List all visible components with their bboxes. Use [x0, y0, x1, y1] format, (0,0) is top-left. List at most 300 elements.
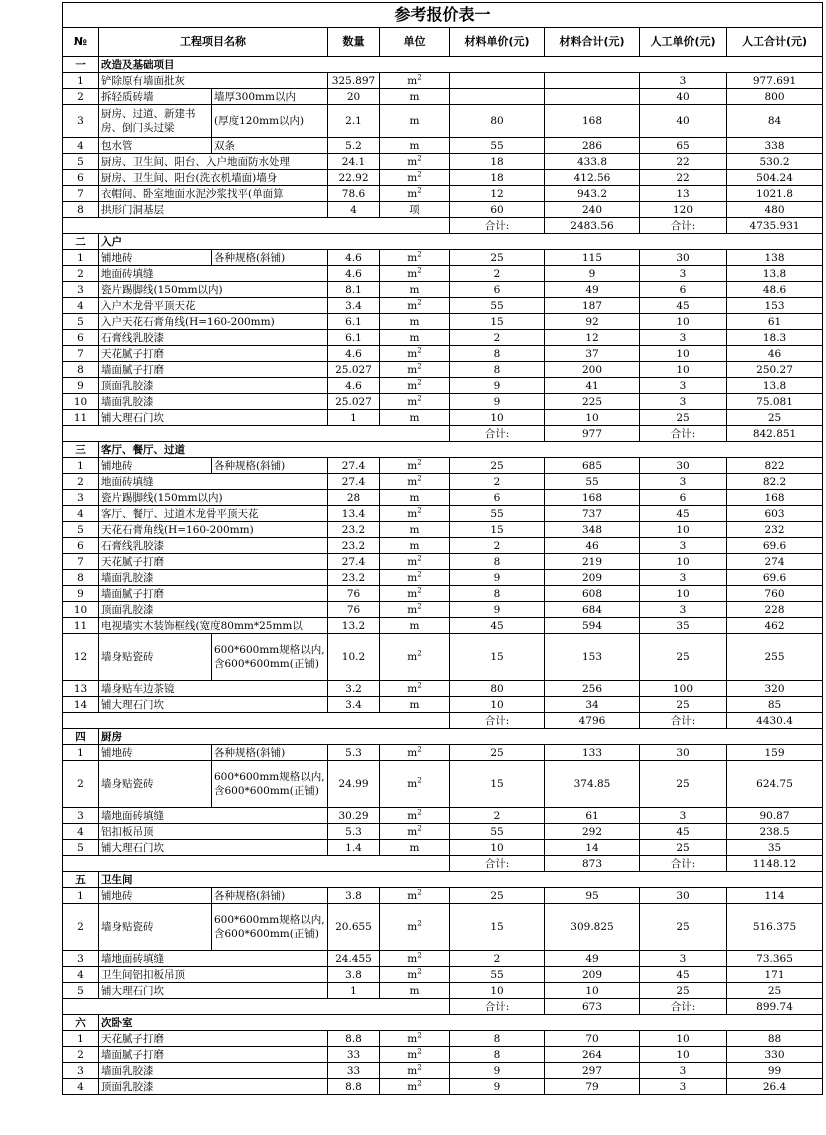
- table-row: [63, 105, 823, 138]
- labor-price: 25: [640, 840, 727, 856]
- material-total: 737: [545, 506, 640, 522]
- material-total: 153: [545, 634, 640, 681]
- item-name: 铺大理石门坎: [99, 410, 328, 426]
- labor-total: 159: [727, 745, 823, 761]
- unit-label: m: [407, 809, 418, 822]
- unit-superscript: 2: [417, 1047, 422, 1055]
- page-title: 参考报价表一: [63, 3, 823, 28]
- unit: [380, 410, 450, 426]
- labor-total: 760: [727, 586, 823, 602]
- table-row: [63, 410, 823, 426]
- row-number: 7: [63, 186, 99, 202]
- unit-label: m: [407, 682, 418, 695]
- subtotal-material: 673: [545, 999, 640, 1015]
- labor-price: 10: [640, 586, 727, 602]
- labor-price: 35: [640, 618, 727, 634]
- labor-total: 238.5: [727, 824, 823, 840]
- table-row: [63, 1063, 823, 1079]
- header-labor-price: 人工单价(元): [640, 28, 727, 57]
- material-price: 10: [450, 840, 545, 856]
- unit: [380, 89, 450, 105]
- unit-superscript: 2: [417, 649, 422, 658]
- unit-label: m: [407, 825, 418, 838]
- unit: [380, 554, 450, 570]
- item-name: 包水管: [99, 138, 212, 154]
- row-number: 2: [63, 266, 99, 282]
- unit-superscript: 2: [417, 824, 422, 832]
- material-price: 55: [450, 138, 545, 154]
- unit-label: m: [409, 523, 420, 536]
- unit-superscript: 2: [417, 951, 422, 959]
- section-number: 一: [63, 57, 99, 73]
- row-number: 12: [63, 634, 99, 681]
- item-name: 墙面腻子打磨: [99, 586, 328, 602]
- unit: [380, 186, 450, 202]
- quantity: 2.1: [328, 105, 380, 138]
- table-row: [63, 904, 823, 951]
- material-price: 8: [450, 586, 545, 602]
- unit-label: m: [409, 984, 420, 997]
- quantity: 33: [328, 1047, 380, 1063]
- unit: [380, 522, 450, 538]
- labor-total: 338: [727, 138, 823, 154]
- material-total: 79: [545, 1079, 640, 1095]
- labor-price: 45: [640, 506, 727, 522]
- labor-price: 30: [640, 458, 727, 474]
- unit-label: m: [407, 603, 418, 616]
- labor-total: 69.6: [727, 570, 823, 586]
- row-number: 1: [63, 888, 99, 904]
- unit-label: m: [409, 619, 420, 632]
- item-name: 天花腻子打磨: [99, 346, 328, 362]
- unit: [380, 378, 450, 394]
- unit-superscript: 2: [417, 250, 422, 258]
- table-row: [63, 346, 823, 362]
- material-total: 133: [545, 745, 640, 761]
- labor-total: 84: [727, 105, 823, 138]
- table-row: [63, 266, 823, 282]
- row-number: 7: [63, 346, 99, 362]
- material-price: 2: [450, 266, 545, 282]
- section-name: 改造及基础项目: [99, 57, 823, 73]
- table-row: [63, 458, 823, 474]
- labor-price: 10: [640, 554, 727, 570]
- unit: [380, 840, 450, 856]
- section-header: [63, 729, 823, 745]
- quantity: 13.4: [328, 506, 380, 522]
- unit: [380, 586, 450, 602]
- header-no: №: [63, 28, 99, 57]
- unit: [380, 888, 450, 904]
- subtotal-spacer: [63, 218, 450, 234]
- unit: [380, 904, 450, 951]
- table-row: [63, 282, 823, 298]
- item-name: 铝扣板吊顶: [99, 824, 328, 840]
- unit-superscript: 2: [417, 394, 422, 402]
- quantity: 24.455: [328, 951, 380, 967]
- table-row: [63, 1031, 823, 1047]
- unit: [380, 1031, 450, 1047]
- unit-label: m: [407, 1064, 418, 1077]
- labor-price: 30: [640, 250, 727, 266]
- unit: [380, 761, 450, 808]
- labor-price: 40: [640, 105, 727, 138]
- row-number: 6: [63, 330, 99, 346]
- quantity: 325.897: [328, 73, 380, 89]
- material-total: 168: [545, 490, 640, 506]
- material-price: 10: [450, 410, 545, 426]
- labor-price: 3: [640, 808, 727, 824]
- row-number: 1: [63, 458, 99, 474]
- item-name: 顶面乳胶漆: [99, 602, 328, 618]
- labor-price: 3: [640, 73, 727, 89]
- labor-total: 822: [727, 458, 823, 474]
- table-row: [63, 186, 823, 202]
- unit-label: m: [409, 331, 420, 344]
- subtotal-spacer: [63, 999, 450, 1015]
- material-price: 6: [450, 282, 545, 298]
- quantity: 78.6: [328, 186, 380, 202]
- material-total: 225: [545, 394, 640, 410]
- material-total: 49: [545, 282, 640, 298]
- row-number: 3: [63, 490, 99, 506]
- header-labor-total: 人工合计(元): [727, 28, 823, 57]
- unit-label: m: [407, 746, 418, 759]
- unit-label: m: [407, 475, 418, 488]
- quantity: 24.99: [328, 761, 380, 808]
- unit-superscript: 2: [417, 506, 422, 514]
- labor-price: 25: [640, 634, 727, 681]
- material-price: 9: [450, 378, 545, 394]
- material-price: 55: [450, 298, 545, 314]
- labor-price: 10: [640, 522, 727, 538]
- unit: [380, 298, 450, 314]
- quantity: 3.8: [328, 888, 380, 904]
- row-number: 11: [63, 618, 99, 634]
- subtotal-row: [63, 426, 823, 442]
- material-total: [545, 89, 640, 105]
- material-total: 594: [545, 618, 640, 634]
- labor-price: 3: [640, 266, 727, 282]
- material-total: 684: [545, 602, 640, 618]
- row-number: 2: [63, 474, 99, 490]
- subtotal-label: 合计:: [450, 218, 545, 234]
- subtotal-material: 977: [545, 426, 640, 442]
- row-number: 7: [63, 554, 99, 570]
- section-name: 卫生间: [99, 872, 823, 888]
- table-row: [63, 330, 823, 346]
- unit-superscript: 2: [417, 474, 422, 482]
- labor-total: 800: [727, 89, 823, 105]
- quantity: 23.2: [328, 522, 380, 538]
- labor-price: 22: [640, 154, 727, 170]
- material-price: 25: [450, 888, 545, 904]
- row-number: 8: [63, 202, 99, 218]
- material-total: 200: [545, 362, 640, 378]
- unit: [380, 105, 450, 138]
- unit: [380, 618, 450, 634]
- row-number: 10: [63, 602, 99, 618]
- item-name: 拆轻质砖墙: [99, 89, 212, 105]
- table-row: [63, 951, 823, 967]
- unit-superscript: 2: [417, 458, 422, 466]
- labor-price: 22: [640, 170, 727, 186]
- unit-label: m: [407, 889, 418, 902]
- labor-total: 48.6: [727, 282, 823, 298]
- unit-label: m: [409, 283, 420, 296]
- unit-label: m: [407, 363, 418, 376]
- row-number: 5: [63, 154, 99, 170]
- table-row: [63, 618, 823, 634]
- material-total: 608: [545, 586, 640, 602]
- table-row: [63, 538, 823, 554]
- labor-total: 977.691: [727, 73, 823, 89]
- material-total: 209: [545, 570, 640, 586]
- unit-superscript: 2: [417, 554, 422, 562]
- material-total: 10: [545, 983, 640, 999]
- labor-price: 30: [640, 745, 727, 761]
- section-header: [63, 1015, 823, 1031]
- header-material-total: 材料合计(元): [545, 28, 640, 57]
- labor-price: 10: [640, 362, 727, 378]
- item-name: 墙身贴瓷砖: [99, 634, 212, 681]
- item-name: 卫生间铝扣板吊顶: [99, 967, 328, 983]
- item-name: 铺大理石门坎: [99, 983, 328, 999]
- item-name: 墙面乳胶漆: [99, 570, 328, 586]
- row-number: 6: [63, 170, 99, 186]
- table-row: [63, 1047, 823, 1063]
- unit-label: m: [407, 507, 418, 520]
- material-total: 219: [545, 554, 640, 570]
- table-row: [63, 138, 823, 154]
- unit-label: m: [407, 251, 418, 264]
- material-price: 80: [450, 105, 545, 138]
- item-name: 地面砖填缝: [99, 474, 328, 490]
- unit-superscript: 2: [417, 888, 422, 896]
- table-row: [63, 490, 823, 506]
- header-unit: 单位: [380, 28, 450, 57]
- unit-label: m: [409, 115, 420, 127]
- table-row: [63, 983, 823, 999]
- unit-label: m: [407, 1080, 418, 1093]
- labor-price: 10: [640, 1047, 727, 1063]
- material-total: 41: [545, 378, 640, 394]
- labor-total: 504.24: [727, 170, 823, 186]
- unit: [380, 745, 450, 761]
- table-row: [63, 474, 823, 490]
- unit-superscript: 2: [417, 186, 422, 194]
- quantity: 4.6: [328, 266, 380, 282]
- table-row: [63, 73, 823, 89]
- item-name: 衣帽间、卧室地面水泥沙浆找平(单面算: [99, 186, 328, 202]
- table-row: [63, 697, 823, 713]
- subtotal-labor: 4735.931: [727, 218, 823, 234]
- row-number: 8: [63, 362, 99, 378]
- section-number: 六: [63, 1015, 99, 1031]
- unit-label: m: [407, 571, 418, 584]
- unit-superscript: 2: [417, 967, 422, 975]
- subtotal-label: 合计:: [450, 713, 545, 729]
- section-header: [63, 234, 823, 250]
- unit: [380, 824, 450, 840]
- material-price: 6: [450, 490, 545, 506]
- unit: [380, 138, 450, 154]
- unit: [380, 362, 450, 378]
- labor-price: 6: [640, 282, 727, 298]
- material-price: 8: [450, 362, 545, 378]
- unit-label: m: [407, 778, 418, 790]
- unit-superscript: 2: [417, 154, 422, 162]
- material-price: 2: [450, 538, 545, 554]
- header-row: [63, 28, 823, 57]
- row-number: 1: [63, 250, 99, 266]
- unit-label: 项: [409, 203, 420, 216]
- unit-label: m: [407, 347, 418, 360]
- material-total: 348: [545, 522, 640, 538]
- unit-label: m: [409, 315, 420, 328]
- material-price: 9: [450, 570, 545, 586]
- material-price: 60: [450, 202, 545, 218]
- quantity: 13.2: [328, 618, 380, 634]
- labor-total: 35: [727, 840, 823, 856]
- row-number: 1: [63, 745, 99, 761]
- unit: [380, 170, 450, 186]
- material-price: 8: [450, 346, 545, 362]
- labor-total: 82.2: [727, 474, 823, 490]
- material-price: 2: [450, 330, 545, 346]
- item-name: 墙面腻子打磨: [99, 1047, 328, 1063]
- unit-superscript: 2: [417, 919, 422, 928]
- item-name: 瓷片踢脚线(150mm以内): [99, 490, 328, 506]
- labor-total: 255: [727, 634, 823, 681]
- unit-superscript: 2: [417, 570, 422, 578]
- labor-total: 25: [727, 410, 823, 426]
- labor-price: 3: [640, 1079, 727, 1095]
- row-number: 5: [63, 840, 99, 856]
- item-name: 天花腻子打磨: [99, 554, 328, 570]
- unit-label: m: [407, 74, 418, 87]
- unit-label: m: [407, 1032, 418, 1045]
- item-name: 墙身贴瓷砖: [99, 904, 212, 951]
- unit-superscript: 2: [417, 298, 422, 306]
- labor-total: 18.3: [727, 330, 823, 346]
- subtotal-label: 合计:: [450, 999, 545, 1015]
- item-name: 墙地面砖填缝: [99, 808, 328, 824]
- table-row: [63, 89, 823, 105]
- table-row: [63, 522, 823, 538]
- quantity: 23.2: [328, 570, 380, 586]
- item-name: 瓷片踢脚线(150mm以内): [99, 282, 328, 298]
- labor-total: 530.2: [727, 154, 823, 170]
- table-row: [63, 586, 823, 602]
- item-spec: (厚度120mm以内): [212, 105, 328, 138]
- labor-price: 65: [640, 138, 727, 154]
- row-number: 3: [63, 808, 99, 824]
- unit-label: m: [407, 587, 418, 600]
- table-row: [63, 840, 823, 856]
- unit-superscript: 2: [417, 266, 422, 274]
- item-name: 铺地砖: [99, 745, 212, 761]
- row-number: 3: [63, 951, 99, 967]
- item-spec: 各种规格(斜铺): [212, 745, 328, 761]
- subtotal-material: 873: [545, 856, 640, 872]
- labor-price: 6: [640, 490, 727, 506]
- material-price: 9: [450, 602, 545, 618]
- table-row: [63, 1079, 823, 1095]
- labor-total: 480: [727, 202, 823, 218]
- labor-price: 3: [640, 538, 727, 554]
- quantity: 5.2: [328, 138, 380, 154]
- labor-price: 45: [640, 967, 727, 983]
- material-total: 55: [545, 474, 640, 490]
- quantity: 30.29: [328, 808, 380, 824]
- labor-total: 516.375: [727, 904, 823, 951]
- unit-superscript: 2: [417, 681, 422, 689]
- subtotal-label: 合计:: [450, 426, 545, 442]
- labor-total: 85: [727, 697, 823, 713]
- material-total: [545, 73, 640, 89]
- table-row: [63, 888, 823, 904]
- row-number: 1: [63, 73, 99, 89]
- row-number: 10: [63, 394, 99, 410]
- unit: [380, 346, 450, 362]
- quantity: 27.4: [328, 458, 380, 474]
- item-name: 拱形门洞基层: [99, 202, 328, 218]
- item-name: 墙面乳胶漆: [99, 1063, 328, 1079]
- unit: [380, 154, 450, 170]
- quantity: 8.1: [328, 282, 380, 298]
- row-number: 2: [63, 904, 99, 951]
- item-spec: 各种规格(斜铺): [212, 250, 328, 266]
- section-header: [63, 57, 823, 73]
- material-price: [450, 73, 545, 89]
- quantity: 3.8: [328, 967, 380, 983]
- row-number: 3: [63, 282, 99, 298]
- row-number: 2: [63, 89, 99, 105]
- table-row: [63, 824, 823, 840]
- item-name: 入户天花石膏角线(H=160-200mm): [99, 314, 328, 330]
- material-price: 15: [450, 904, 545, 951]
- row-number: 11: [63, 410, 99, 426]
- item-name: 石膏线乳胶漆: [99, 538, 328, 554]
- unit-label: m: [407, 555, 418, 568]
- material-price: 25: [450, 250, 545, 266]
- quantity: 20: [328, 89, 380, 105]
- item-spec: 各种规格(斜铺): [212, 888, 328, 904]
- subtotal-row: [63, 856, 823, 872]
- row-number: 3: [63, 1063, 99, 1079]
- labor-price: 25: [640, 697, 727, 713]
- material-total: 49: [545, 951, 640, 967]
- labor-total: 330: [727, 1047, 823, 1063]
- quantity: 6.1: [328, 330, 380, 346]
- unit: [380, 506, 450, 522]
- material-total: 240: [545, 202, 640, 218]
- section-name: 次卧室: [99, 1015, 823, 1031]
- item-spec: 600*600mm规格以内,含600*600mm(正铺): [212, 634, 328, 681]
- unit: [380, 1063, 450, 1079]
- labor-price: 25: [640, 410, 727, 426]
- subtotal-labor: 899.74: [727, 999, 823, 1015]
- table-row: [63, 314, 823, 330]
- labor-price: 3: [640, 330, 727, 346]
- material-price: 9: [450, 1079, 545, 1095]
- material-price: 2: [450, 474, 545, 490]
- unit: [380, 266, 450, 282]
- item-name: 石膏线乳胶漆: [99, 330, 328, 346]
- material-total: 92: [545, 314, 640, 330]
- header-item-name: 工程项目名称: [99, 28, 328, 57]
